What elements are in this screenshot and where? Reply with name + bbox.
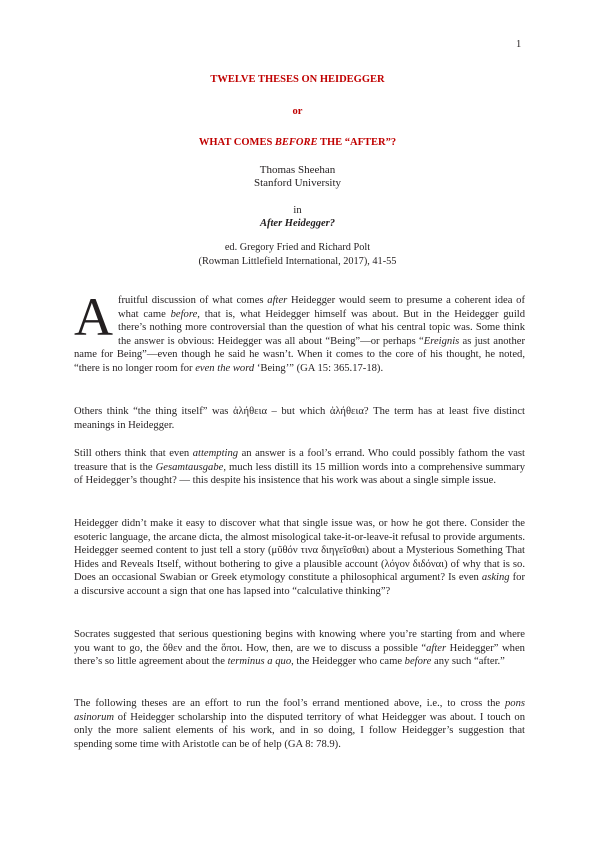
paper-title: TWELVE THESES ON HEIDEGGER (210, 74, 385, 85)
author-name: Thomas Sheehan (259, 164, 336, 176)
paragraph-2: Others think “the thing itself” was ἀλήθεια – but which ἀλήθεια? The term has at least five distinct meanings in Heidegger. (74, 406, 525, 431)
book-title: After Heidegger? (260, 218, 335, 229)
drop-cap: A (74, 287, 113, 347)
page-number: 1 (516, 39, 522, 50)
paragraph-6: The following theses are an effort to run the fool’s errand mentioned above, i.e., to cross the pons asinorum of Heidegger scholarship into the disputed territory of what Heidegger was about. I touch on only the more salient elements of his work, and in so doing, I follow Heidegger’s suggestion that spending some time with Aristotle can be of help (GA 8: 78.9). (74, 698, 525, 750)
paragraph-5: Socrates suggested that serious questioning begins with knowing where you’re starting from and where you want to go, the ὅθεν and the ὅποι. How, then, are we to discuss a possible “after Heidegger” when there’s so little agreement about the terminus a quo, the Heidegger who came before any such “after.” (74, 629, 525, 668)
paragraph-3: Still others think that even attempting an answer is a fool’s errand. Who could possibly fathom the vast treasure that is the Gesamtausgabe, much less distill its 15 million words into a comprehensive summary of Heidegger’s thought? — this despite his insistence that his work was about a single simple issue. (74, 448, 526, 487)
paragraph-1: Afruitful discussion of what comes after Heidegger would seem to presume a coherent idea of what came before, that is, what Heidegger himself was about. But in the Heidegger guild there’s nothing more controversial than the question of what his central topic was. Some think the answer is obvious: Heidegger was all about “Being”—or perhaps “Ereignis as just another name for Being”—even though he said he wasn’t. When it comes to the core of his thought, he noted, “there is no longer room for even the word ‘Being’” (GA 15: 365.17-18). (74, 287, 526, 374)
publisher: (Rowman Littlefield International, 2017), 41-55 (198, 256, 397, 267)
paper-subtitle: WHAT COMES BEFORE THE “AFTER”? (198, 137, 397, 148)
in-label: in (293, 205, 302, 216)
author-affiliation: Stanford University (253, 177, 342, 189)
editors: ed. Gregory Fried and Richard Polt (224, 242, 371, 253)
paragraph-4: Heidegger didn’t make it easy to discover what that single issue was, or how he got there. Consider the esoteric language, the arcane dicta, the almost misological take-it-or-leave-it refusal to provide arguments. Heidegger seemed content to just tell a story (μῦθόν τινα διηγεῖσθαι) about a Mysterious Something That Hides and Reveals Itself, without bothering to give a plausible account (λόγον διδόναι) of why that is so. Does an occasional Swabian or Greek etymology constitute a philosophical argument? Is even asking for a discursive account a sign that one has lapsed into “calculative thinking”? (74, 518, 525, 597)
paper-title-or: or (292, 106, 303, 117)
